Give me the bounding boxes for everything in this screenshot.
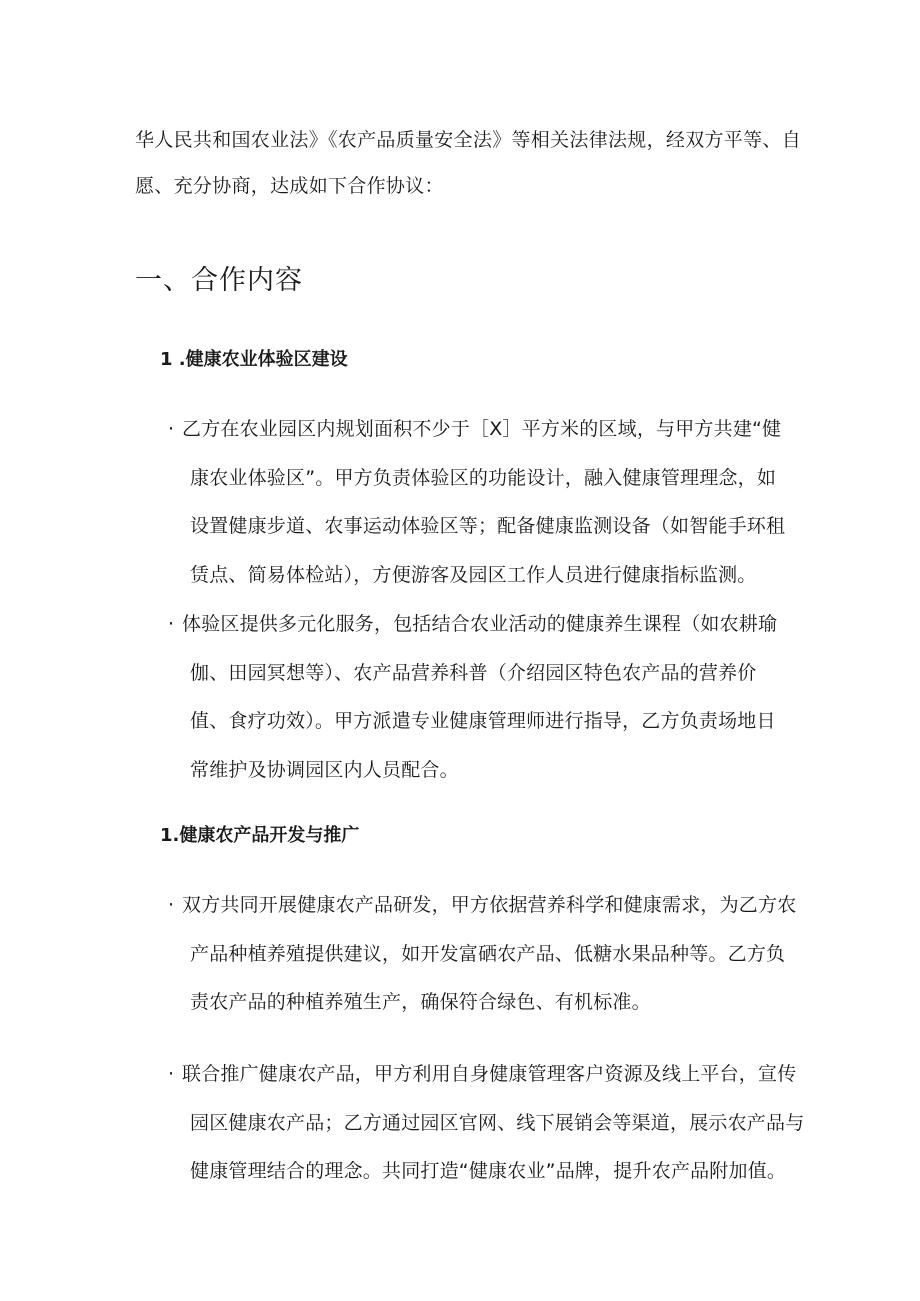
intro-paragraph [135, 117, 802, 209]
bullet-line: 康农业体验区”。甲方负责体验区的功能设计，融入健康管理理念，如 [190, 466, 777, 489]
bullet-line: 健康管理结合的理念。共同打造“健康农业”品牌，提升农产品附加值。 [190, 1160, 787, 1182]
bullet-line: 设置健康步道、农事运动体验区等；配备健康监测设备（如智能手环租 [190, 515, 786, 537]
bullet-line: 赁点、简易体检站），方便游客及园区工作人员进行健康指标监测。 [190, 563, 757, 586]
bullet-dot: · [168, 894, 175, 916]
bullet-line: 产品种植养殖提供建议，如开发富硒农产品、低糖水果品种等。乙方负 [190, 942, 786, 965]
bullet-dot: · [168, 613, 175, 635]
bullet-line: 值、食疗功效）。甲方派遣专业健康管理师进行指导，乙方负责场地日 [190, 710, 776, 732]
bullet-line: 责农产品的种植养殖生产，确保符合绿色、有机标准。 [190, 991, 651, 1013]
bullet-item [168, 405, 786, 599]
bullet-item [168, 1050, 805, 1196]
bullet-dot: · [168, 418, 175, 440]
bullet-line: · 乙方在农业园区内规划面积不少于［X］平方米的区域，与甲方共建“健 [168, 405, 783, 454]
bullet-line: · 联合推广健康农产品，甲方利用自身健康管理客户资源及线上平台，宣传 [168, 1050, 783, 1099]
bullet-line: 伽、田园冥想等）、农产品营养科普（介绍园区特色农产品的营养价 [190, 661, 757, 684]
bullet-item [168, 881, 797, 1027]
bullet-line: · 体验区提供多元化服务，包括结合农业活动的健康养生课程（如农耕瑜 [168, 600, 783, 649]
section-title: 一、合作内容 [135, 265, 303, 296]
bullet-line: 常维护及协调园区内人员配合。 [190, 758, 459, 781]
bullet-line: · 双方共同开展健康农产品研发，甲方依据营养科学和健康需求，为乙方农 [168, 881, 783, 930]
bullet-item [168, 600, 783, 794]
subsection-heading-1: 1 .健康农业体验区建设 [160, 349, 348, 370]
intro-line-1: 华人民共和国农业法》《农产品质量安全法》等相关法律法规，经双方平等、自 [135, 129, 802, 151]
bullet-dot: · [168, 1063, 175, 1085]
bullet-line: 园区健康农产品；乙方通过园区官网、线下展销会等渠道，展示农产品与 [190, 1111, 805, 1134]
subsection-heading-2: 1.健康农产品开发与推广 [160, 825, 360, 846]
intro-line-2: 愿、充分协商，达成如下合作协议： [135, 175, 444, 197]
